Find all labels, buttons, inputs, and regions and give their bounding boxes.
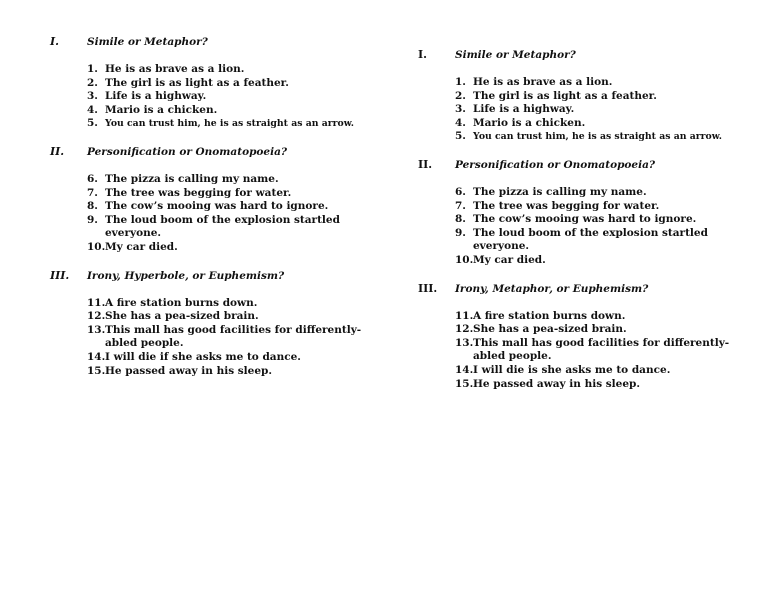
section-title: Simile or Metaphor?	[87, 36, 208, 48]
item-text: I will die if she asks me to dance.	[105, 350, 301, 363]
item-text: This mall has good facilities for differently-abled people.	[473, 336, 730, 363]
item-number: 7.	[87, 186, 98, 199]
section-title: Personification or Onomatopoeia?	[87, 145, 288, 158]
list-item	[50, 90, 390, 104]
item-number: 12.	[87, 310, 106, 323]
item-text: A fire station burns down.	[473, 309, 626, 322]
item-number: 6.	[87, 172, 98, 185]
worksheet-right-copy	[418, 48, 748, 405]
list-item	[50, 241, 390, 255]
question-list	[418, 76, 748, 144]
list-item	[50, 324, 390, 351]
section-title: Irony, Metaphor, or Euphemism?	[455, 282, 649, 295]
item-text: The cow’s mooing was hard to ignore.	[105, 200, 329, 213]
list-item	[418, 130, 748, 144]
question-list	[50, 297, 390, 379]
list-item	[50, 117, 390, 131]
section-title: Simile or Metaphor?	[455, 49, 576, 61]
item-number: 15.	[87, 364, 106, 377]
item-text: Life is a highway.	[105, 90, 207, 103]
item-number: 5.	[87, 117, 98, 130]
item-number: 13.	[455, 336, 474, 349]
list-item	[418, 200, 748, 214]
item-text: The cow’s mooing was hard to ignore.	[473, 213, 697, 226]
list-item	[50, 365, 390, 379]
section-heading	[418, 48, 748, 62]
item-text: The tree was begging for water.	[473, 199, 660, 212]
section-2	[50, 145, 390, 255]
item-number: 9.	[455, 226, 466, 239]
section-title: Irony, Hyperbole, or Euphemism?	[87, 269, 285, 282]
list-item	[418, 254, 748, 268]
item-number: 10.	[87, 240, 106, 253]
item-text: My car died.	[473, 253, 546, 266]
list-item	[418, 103, 748, 117]
item-text: Mario is a chicken.	[473, 116, 586, 129]
section-3	[418, 282, 748, 392]
item-text: The loud boom of the explosion startled everyone.	[105, 213, 340, 240]
item-text: The girl is as light as a feather.	[473, 89, 657, 102]
worksheet-left-copy	[50, 35, 390, 392]
list-item	[50, 310, 390, 324]
item-number: 13.	[87, 323, 106, 336]
list-item	[418, 186, 748, 200]
item-text: The girl is as light as a feather.	[105, 76, 289, 89]
item-number: 14.	[87, 350, 106, 363]
section-1	[50, 35, 390, 131]
list-item	[418, 117, 748, 131]
item-text: He is as brave as a lion.	[473, 76, 613, 88]
item-number: 6.	[455, 185, 466, 198]
list-item	[418, 310, 748, 324]
question-list	[418, 310, 748, 392]
list-item	[418, 364, 748, 378]
item-number: 11.	[87, 296, 106, 309]
section-heading	[418, 158, 748, 172]
list-item	[50, 214, 390, 241]
item-number: 3.	[455, 103, 466, 116]
item-text: Life is a highway.	[473, 103, 575, 116]
item-text: He passed away in his sleep.	[473, 377, 641, 390]
section-numeral: III.	[50, 268, 70, 282]
section-heading	[418, 282, 748, 296]
section-heading	[50, 35, 390, 49]
item-text: This mall has good facilities for differently-abled people.	[105, 323, 362, 350]
section-heading	[50, 269, 390, 283]
list-item	[418, 337, 748, 364]
list-item	[50, 200, 390, 214]
item-text: He passed away in his sleep.	[105, 364, 273, 377]
list-item	[418, 90, 748, 104]
item-number: 15.	[455, 377, 474, 390]
item-number: 8.	[87, 200, 98, 213]
item-number: 4.	[455, 116, 466, 129]
item-text: My car died.	[105, 240, 178, 253]
item-text: He is as brave as a lion.	[105, 63, 245, 75]
question-list	[418, 186, 748, 268]
item-number: 1.	[87, 63, 98, 75]
item-number: 10.	[455, 253, 474, 266]
section-1	[418, 48, 748, 144]
list-item	[50, 187, 390, 201]
list-item	[50, 297, 390, 311]
list-item	[418, 76, 748, 90]
question-list	[50, 63, 390, 131]
item-text: Mario is a chicken.	[105, 103, 218, 116]
item-text: A fire station burns down.	[105, 296, 258, 309]
list-item	[50, 63, 390, 77]
item-text: I will die is she asks me to dance.	[473, 363, 671, 376]
item-number: 1.	[455, 76, 466, 88]
list-item	[50, 351, 390, 365]
item-text: The loud boom of the explosion startled everyone.	[473, 226, 708, 253]
section-2	[418, 158, 748, 268]
section-3	[50, 269, 390, 379]
item-number: 2.	[455, 89, 466, 102]
section-numeral: I.	[50, 35, 59, 48]
section-numeral: II.	[50, 144, 65, 158]
list-item	[418, 378, 748, 392]
item-number: 2.	[87, 76, 98, 89]
list-item	[418, 323, 748, 337]
item-number: 9.	[87, 213, 98, 226]
item-number: 5.	[455, 130, 466, 143]
question-list	[50, 173, 390, 255]
item-text: You can trust him, he is as straight as an arrow.	[105, 118, 355, 130]
list-item	[418, 227, 748, 254]
item-number: 3.	[87, 90, 98, 103]
item-number: 12.	[455, 323, 474, 336]
list-item	[50, 77, 390, 91]
item-text: She has a pea-sized brain.	[105, 310, 259, 323]
section-numeral: III.	[418, 281, 438, 295]
list-item	[50, 173, 390, 187]
item-text: You can trust him, he is as straight as an arrow.	[473, 131, 723, 143]
item-number: 4.	[87, 103, 98, 116]
item-number: 7.	[455, 199, 466, 212]
item-number: 11.	[455, 309, 474, 322]
section-numeral: II.	[418, 157, 433, 171]
item-text: The pizza is calling my name.	[105, 172, 279, 185]
item-text: The tree was begging for water.	[105, 186, 292, 199]
section-numeral: I.	[418, 48, 427, 61]
section-heading	[50, 145, 390, 159]
section-title: Personification or Onomatopoeia?	[455, 158, 656, 171]
item-text: She has a pea-sized brain.	[473, 323, 627, 336]
list-item	[50, 104, 390, 118]
item-number: 8.	[455, 213, 466, 226]
item-text: The pizza is calling my name.	[473, 185, 647, 198]
list-item	[418, 213, 748, 227]
item-number: 14.	[455, 363, 474, 376]
